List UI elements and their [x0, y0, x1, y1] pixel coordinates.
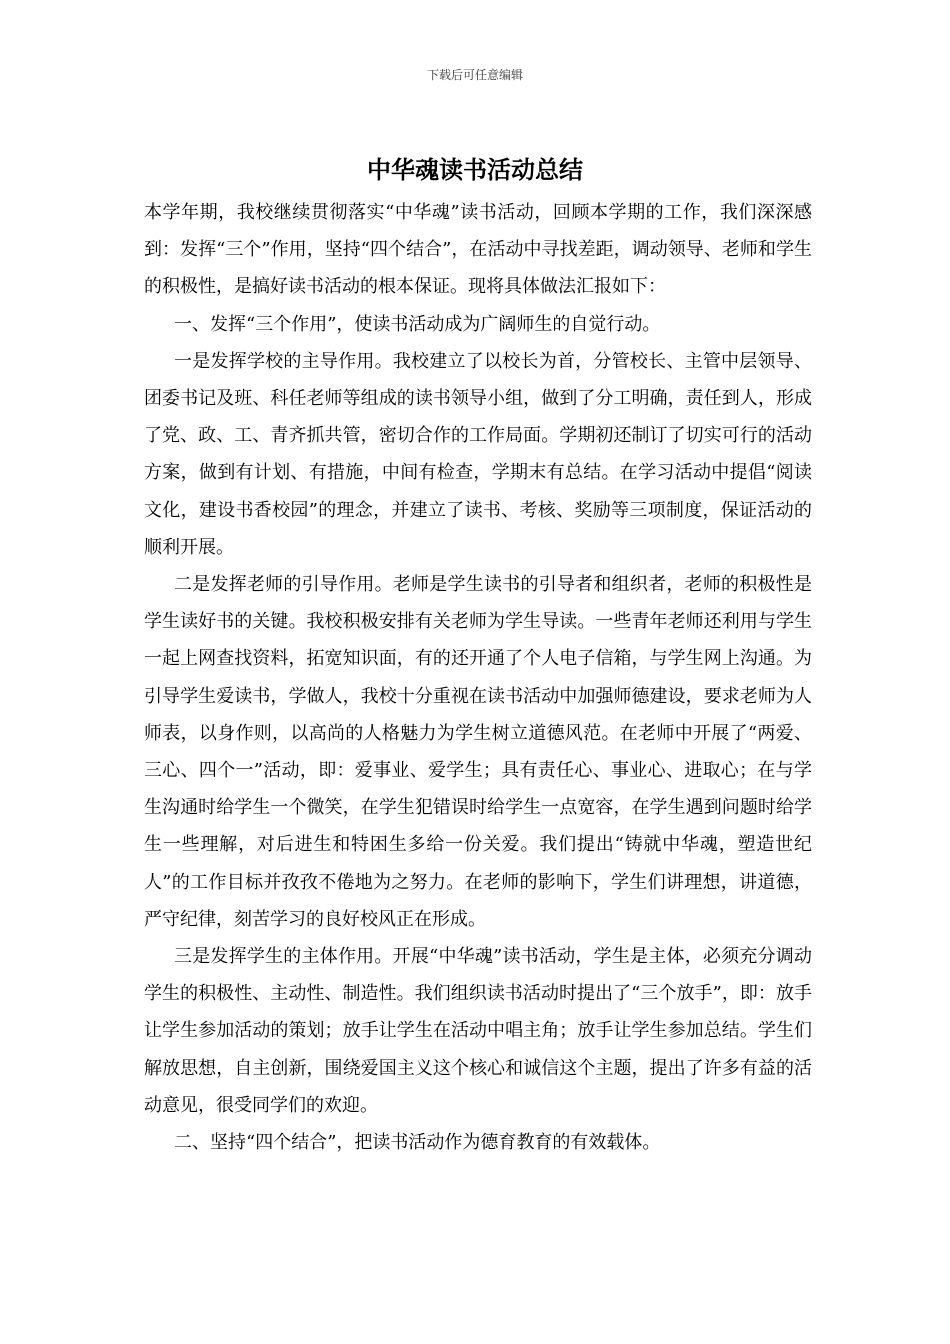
page-header: 下载后可任意编辑	[426, 68, 523, 82]
paragraph-section-2-heading: 二、坚持“四个结合”，把读书活动作为德育教育的有效载体。	[174, 1132, 661, 1154]
document-title: 中华魂读书活动总结	[367, 156, 583, 184]
paragraph-teacher-role: 二是发挥老师的引导作用。老师是学生读书的引导者和组织者，老师的积极性是学生读好书的关键。我校积极安排有关老师为学生导读。一些青年老师还利用与学生一起上网查找资料，拓宽知识面，有的还开通了个人电子信箱，与学生网上沟通。为引导学生爱读书，学做人，我校十分重视在读书活动中加强师德建设，要求老师为人师表，以身作则，以高尚的人格魅力为学生树立道德风范。在老师中开展了“两爱、三心、四个一”活动，即：爱事业、爱学生；具有责任心、事业心、进取心；在与学生沟通时给学生一个微笑，在学生犯错误时给学生一点宽容，在学生遇到问题时给学生一些理解，对后进生和特困生多给一份关爱。我们提出“铸就中华魂，塑造世纪人”的工作目标并孜孜不倦地为之努力。在老师的影响下，学生们讲理想，讲道德，严守纪律，刻苦学习的良好校风正在形成。	[144, 574, 812, 930]
paragraph-intro: 本学年期，我校继续贯彻落实“中华魂”读书活动，回顾本学期的工作，我们深深感到：发挥“三个”作用，坚持“四个结合”，在活动中寻找差距，调动领导、老师和学生的积极性，是搞好读书活动的根本保证。现将具体做法汇报如下：	[144, 202, 812, 298]
paragraph-student-role: 三是发挥学生的主体作用。开展“中华魂”读书活动，学生是主体，必须充分调动学生的积极性、主动性、制造性。我们组织读书活动时提出了“三个放手”，即：放手让学生参加活动的策划；放手让学生在活动中唱主角；放手让学生参加总结。学生们解放思想，自主创新，围绕爱国主义这个核心和诚信这个主题，提出了许多有益的活动意见，很受同学们的欢迎。	[144, 946, 812, 1116]
document-body	[144, 194, 812, 1161]
paragraph-section-1-heading: 一、发挥“三个作用”，使读书活动成为广阔师生的自觉行动。	[174, 313, 661, 335]
paragraph-school-role: 一是发挥学校的主导作用。我校建立了以校长为首，分管校长、主管中层领导、团委书记及班、科任老师等组成的读书领导小组，做到了分工明确，责任到人，形成了党、政、工、青齐抓共管，密切合作的工作局面。学期初还制订了切实可行的活动方案，做到有计划、有措施，中间有检查，学期末有总结。在学习活动中提倡“阅读文化，建设书香校园”的理念，并建立了读书、考核、奖励等三项制度，保证活动的顺利开展。	[144, 350, 812, 558]
